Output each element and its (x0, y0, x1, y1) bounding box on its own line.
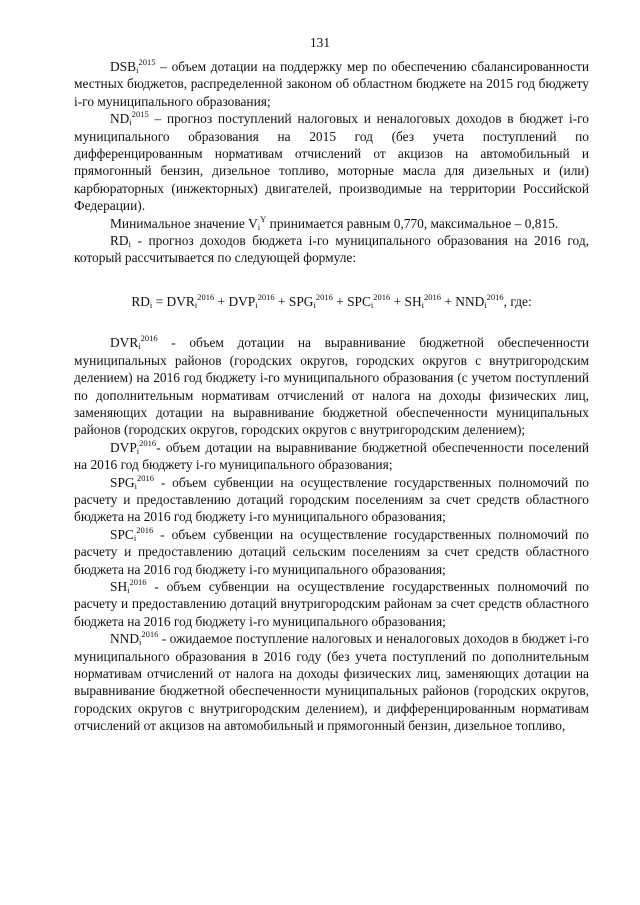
symbol-nd: $ND_i^{2015}$ (110, 109, 149, 128)
symbol-dvr: $DVR_i^{2016}$ (110, 333, 158, 352)
definition-text: - объем дотации на выравнивание бюджетной обеспеченности муниципальных районов (городских округов, городских округов с внутригородским делением) на 2016 год бюджету i-го муниципального образования (с учетом поступлений по дополнительным нормативам отчислений от налога на доходы физических лиц, заменяющих дотации на выравнивание бюджетной обеспеченности муниципальных районов (городских округов, городских округов с внутригородским делением); (74, 335, 589, 438)
definition-spg (74, 474, 589, 526)
symbol-v: $V_i^Y$ (248, 213, 267, 232)
symbol-rd: $RD_i$ (110, 233, 131, 250)
symbol-spg: $SPG_i^{2016}$ (110, 472, 154, 491)
symbol-spc: $SPC_i^{2016}$ (110, 524, 154, 543)
definition-text: - объем субвенции на осуществление государственных полномочий по расчету и предоставлению дотаций внутригородским районам за счет средств областного бюджета на 2016 год бюджету i-го муниципального образования; (74, 578, 589, 629)
definition-text: - объем дотации на выравнивание бюджетной обеспеченности поселений на 2016 год бюджету i-го муниципального образования; (74, 439, 589, 473)
symbol-dvp: $DVP_i^{2016}$ (110, 437, 157, 456)
paragraph-minmax: Минимальное значение $V_i^Y$ принимается равным 0,770, максимальное – 0,815. (110, 213, 559, 232)
definition-dvp (74, 439, 589, 474)
paragraph-text: – объем дотации на поддержку мер по обеспечению сбалансированности местных бюджетов, распределенной законом об областном бюджете на 2015 год бюджету i-го муниципального образования; (74, 59, 589, 109)
paragraph-dsb (74, 58, 589, 110)
definition-nnd (74, 630, 589, 734)
symbol-nnd: $NND_i^{2016}$ (110, 629, 159, 648)
definition-sh (74, 578, 589, 630)
symbol-dsb: $DSB_i^{2015}$ (110, 57, 156, 75)
definition-text: - объем субвенции на осуществление государственных полномочий по расчету и предоставлению дотаций городским поселениям за счет средств областного бюджета на 2016 год бюджету i-го муниципального образования; (74, 474, 589, 525)
definition-text: - ожидаемое поступление налоговых и неналоговых доходов в бюджет i-го муниципального образования в 2016 году (без учета поступлений по дополнительным нормативам отчислений от налога на доходы физических лиц, заменяющих дотации на выравнивание бюджетной обеспеченности муниципальных районов (городских округов, городских округов с внутригородским делением), и дифференцированным нормативам отчислений от акцизов на автомобильный и прямогонный бензин, дизельное топливо, (74, 631, 589, 734)
symbol-sh: $SH_i^{2016}$ (110, 576, 147, 595)
paragraph-text: - прогноз доходов бюджета i-го муниципального образования на 2016 год, который рассчитывается по следующей формуле: (74, 233, 589, 266)
page-number: 131 (309, 35, 331, 50)
paragraph-nd (74, 110, 589, 214)
definition-spc (74, 526, 589, 578)
definition-dvr (74, 334, 589, 438)
paragraph-text: – прогноз поступлений налоговых и неналоговых доходов в бюджет i-го муниципального образования на 2015 год (без учета поступлений по дифференцированным нормативам отчислений от акцизов на автомобильный и прямогонный бензин, дизельное топливо, моторные масла для дизельных и (или) карбюраторных (инжекторных) двигателей, производимые на территории Российской Федерации). (74, 111, 589, 214)
paragraph-text: принимается равным 0,770, максимальное – 0,815. (266, 215, 559, 231)
paragraph-rd (74, 232, 589, 267)
formula: $RD_i = DVR_i^{2016} + DVP_i^{2016} + SPG_i^{2016} + SPC_i^{2016} + SH_i^{2016} + NND_i^{2016}$, где: (131, 291, 532, 310)
definition-text: - объем субвенции на осуществление государственных полномочий по расчету и предоставлению дотаций сельским поселениям за счет средств областного бюджета на 2016 год бюджету i-го муниципального образования; (74, 526, 589, 577)
page-content (74, 58, 589, 735)
